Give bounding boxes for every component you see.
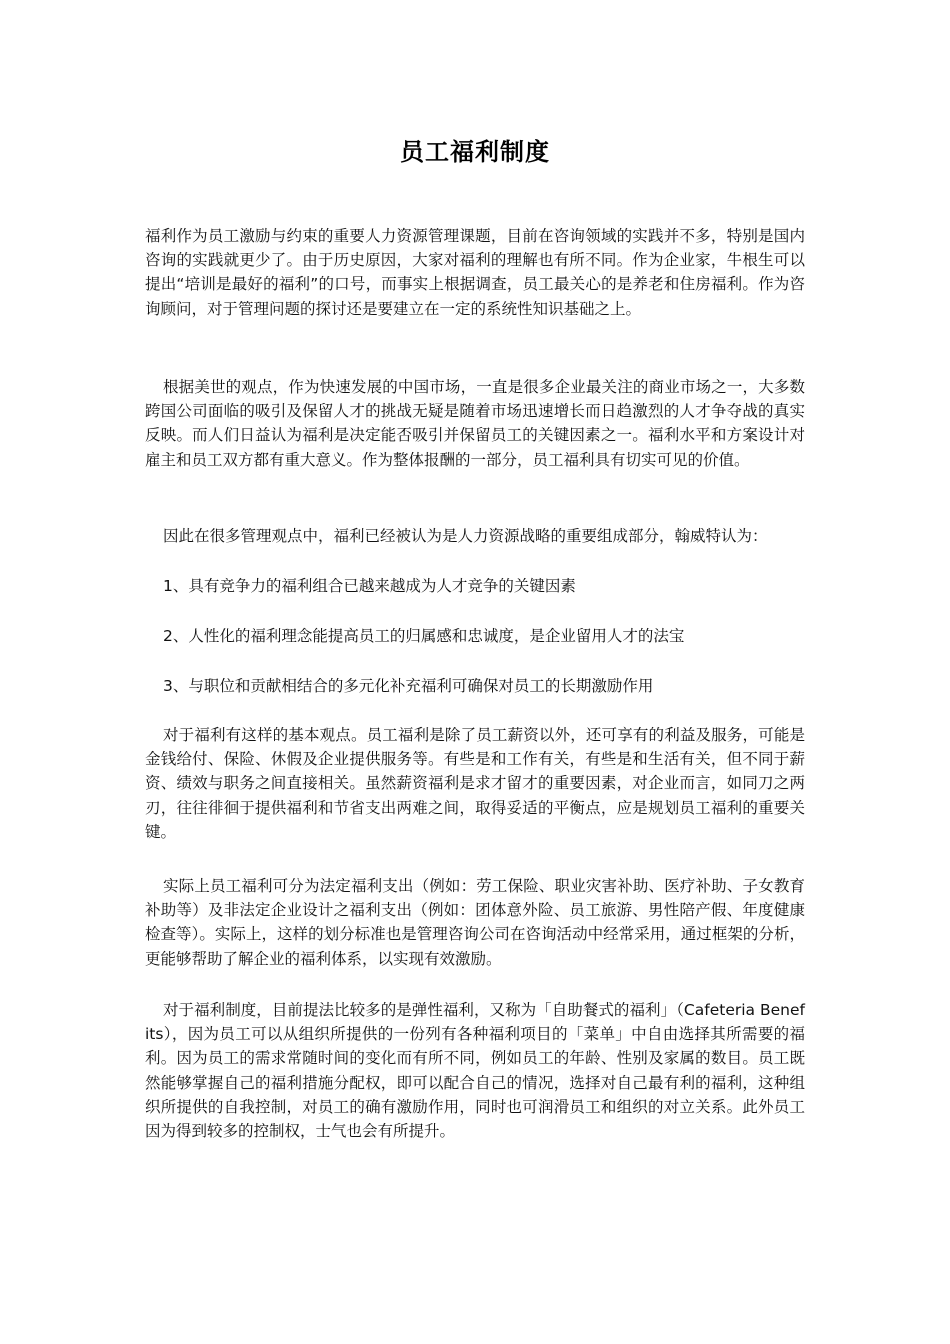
paragraph-basic-view: 对于福利有这样的基本观点。员工福利是除了员工薪资以外，还可享有的利益及服务，可能是金钱给付、保险、休假及企业提供服务等。有些是和工作有关，有些是和生活有关，但不同于薪资、绩效与职务之间直接相关。虽然薪资福利是求才留才的重要因素，对企业而言，如同刀之两刃，往往徘徊于提供福利和节省支出两难之间，取得妥适的平衡点，应是规划员工福利的重要关键。 bbox=[145, 726, 805, 841]
document-title: 员工福利制度 bbox=[400, 138, 550, 166]
paragraph-statutory: 实际上员工福利可分为法定福利支出（例如：劳工保险、职业灾害补助、医疗补助、子女教育补助等）及非法定企业设计之福利支出（例如：团体意外险、员工旅游、男性陪产假、年度健康检查等）。实际上，这样的划分标准也是管理咨询公司在咨询活动中经常采用，通过框架的分析，更能够帮助了解企业的福利体系，以实现有效激励。 bbox=[145, 877, 805, 968]
list-item-1: 1、具有竞争力的福利组合已越来越成为人才竞争的关键因素 bbox=[163, 577, 576, 595]
paragraph-flexible: 对于福利制度，目前提法比较多的是弹性福利，又称为「自助餐式的福利」（Cafeteria Benefits），因为员工可以从组织所提供的一份列有各种福利项目的「菜单」中自由选择其所需要的福利。因为员工的需求常随时间的变化而有所不同，例如员工的年龄、性别及家属的数目。员工既然能够掌握自己的福利措施分配权，即可以配合自己的情况，选择对自己最有利的福利，这种组织所提供的自我控制，对员工的确有激励作用，同时也可润滑员工和组织的对立关系。此外员工因为得到较多的控制权，士气也会有所提升。 bbox=[145, 1001, 805, 1141]
paragraph-hewitt: 因此在很多管理观点中，福利已经被认为是人力资源战略的重要组成部分，翰威特认为： bbox=[163, 527, 768, 545]
paragraph-mercer: 根据美世的观点，作为快速发展的中国市场，一直是很多企业最关注的商业市场之一，大多数跨国公司面临的吸引及保留人才的挑战无疑是随着市场迅速增长而日趋激烈的人才争夺战的真实反映。而人们日益认为福利是决定能否吸引并保留员工的关键因素之一。福利水平和方案设计对雇主和员工双方都有重大意义。作为整体报酬的一部分，员工福利具有切实可见的价值。 bbox=[145, 378, 805, 469]
paragraph-intro: 福利作为员工激励与约束的重要人力资源管理课题，目前在咨询领域的实践并不多，特别是国内咨询的实践就更少了。由于历史原因，大家对福利的理解也有所不同。作为企业家，牛根生可以提出“培训是最好的福利”的口号，而事实上根据调查，员工最关心的是养老和住房福利。作为咨询顾问，对于管理问题的探讨还是要建立在一定的系统性知识基础之上。 bbox=[145, 227, 805, 318]
list-item-3: 3、与职位和贡献相结合的多元化补充福利可确保对员工的长期激励作用 bbox=[163, 677, 654, 695]
list-item-2: 2、人性化的福利理念能提高员工的归属感和忠诚度，是企业留用人才的法宝 bbox=[163, 627, 685, 645]
